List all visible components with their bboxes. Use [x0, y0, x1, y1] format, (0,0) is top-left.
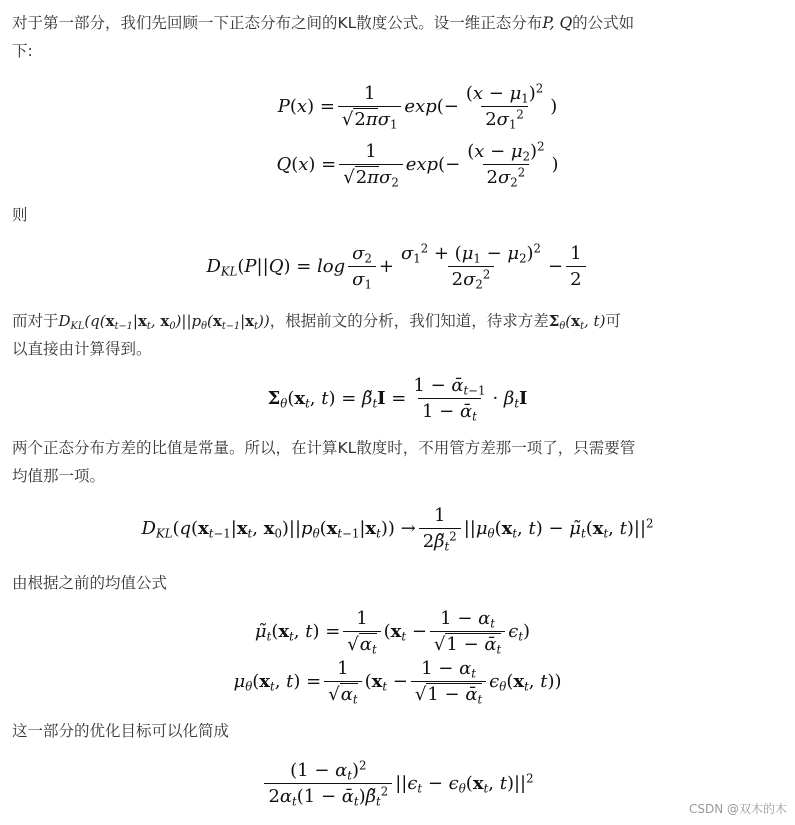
- equation-mu-tilde: $\mũ_t(x_t$, t) = $\frac{1}{√\alpha_t}$ ($x_t$ − $\frac{1 - \alpha_t}{√1 - ᾱ_t}$ $\epsilon_t$): [254, 607, 531, 656]
- csdn-watermark: CSDN @双木的木: [688, 802, 787, 816]
- inline-math-dkl: $D_{KL}(q(x_{t-1}|x_t$, $x_0)||p_\theta(x_{t-1}|x_t)$): [58, 312, 270, 332]
- intro-text-line2: 下:: [12, 42, 33, 60]
- then-text: 则: [12, 206, 28, 224]
- variance-text-head: 而对于: [12, 312, 59, 330]
- equation-sigma: $\Sigma_\theta(x_t$, $t) = \betã_tI$ = $\frac{1 - ᾱ_{t-1}}{1 - ᾱ_t}$ · $\beta_tI$: [267, 374, 528, 423]
- equation-final-objective: $\frac{(1 - \alpha_t)^2}{2\alpha_t(1 - ᾱ_t)\betã_t^2}$ $||\epsilon_t - \epsilon_\theta(x_t$, $t)||^2$: [0, 752, 795, 814]
- variance-text-mid: ，根据前文的分析，我们知道，待求方差: [269, 312, 549, 330]
- equation-mu-theta: $\mu_\theta(x_t$, t) = $\frac{1}{√\alpha_t}$ ($x_t$ − $\frac{1 - \alpha_t}{√1 - ᾱ_t}$ $\epsilon_\theta(x_t$, t)): [233, 657, 562, 706]
- intro-text: 对于第一部分，我们先回顾一下正态分布之间的KL散度公式。设一维正态分布: [12, 14, 543, 32]
- variance-paragraph: [12, 307, 787, 363]
- equation-kl-normal: $D_{KL}(P||Q) = \log$ $\frac{\sigma_2}{\sigma_1}$ + $\frac{\sigma_1^2 + (\mu_1 - \mu_2)^2}{2\sigma_2^2}$ − $\frac{1}{2}$: [0, 236, 795, 296]
- inline-math-sigma: $\Sigma_\theta(x_t$, t): [548, 312, 606, 332]
- objective-intro: 这一部分的优化目标可以化简成: [12, 722, 230, 740]
- equation-q: Q(x) = $\frac{1}{√2\pi\sigma_2}$ exp(− $\frac{(x - \mu_2)^2}{2\sigma_2^2}$ ): [276, 139, 559, 189]
- ratio-paragraph: [12, 434, 787, 490]
- mean-formula-intro: 由根据之前的均值公式: [12, 574, 168, 592]
- ratio-text-line2: 均值那一项。: [12, 467, 106, 485]
- intro-text-tail: 的公式如: [572, 14, 635, 32]
- ratio-text-line1: 两个正态分布方差的比值是常量。所以，在计算KL散度时，不用管方差那一项了，只需要管: [12, 439, 636, 457]
- equation-p: P(x) = $\frac{1}{√2\pi\sigma_1}$ exp(− $\frac{(x - \mu_1)^2}{2\sigma_1^2}$ ): [277, 81, 558, 131]
- equation-dkl-mean: $D_{KL}(q(x_{t-1}|x_t$, $x_0)||p_\theta(x_{t-1}|x_t)$) → $\frac{1}{2\betã_t^2}$ $||\mu_\theta(x_t$, $t) - \mũ_t(x_t$, $t)||^2$: [141, 504, 654, 553]
- variance-text-tail: 可: [605, 312, 621, 330]
- variance-text-line2: 以直接由计算得到。: [12, 340, 152, 358]
- inline-math-pq: P, Q: [542, 14, 573, 32]
- intro-paragraph: [12, 9, 787, 65]
